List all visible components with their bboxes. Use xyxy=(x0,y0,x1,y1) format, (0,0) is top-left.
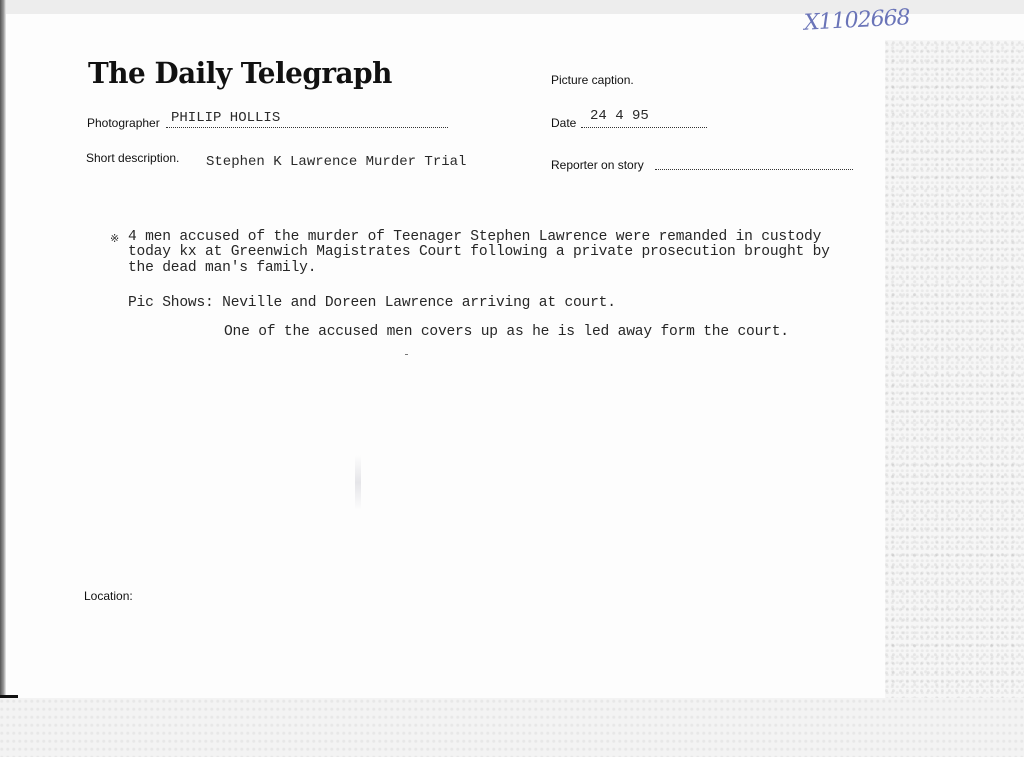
reporter-label: Reporter on story xyxy=(551,158,644,172)
pic-shows-line-2: One of the accused men covers up as he is led away form the court. xyxy=(224,324,789,340)
right-paper-texture xyxy=(885,40,1024,757)
photographer-dotted-line xyxy=(166,126,448,128)
reference-mark: ※ xyxy=(110,232,120,245)
date-value: 24 4 95 xyxy=(590,108,649,124)
short-description-value: Stephen K Lawrence Murder Trial xyxy=(206,154,467,170)
masthead-logo: The Daily Telegraph xyxy=(88,56,392,90)
handwritten-reference: X1102668 xyxy=(803,5,911,36)
short-description-label: Short description. xyxy=(86,151,180,165)
date-dotted-line xyxy=(581,126,707,128)
picture-caption-label: Picture caption. xyxy=(551,73,634,87)
reporter-dotted-line xyxy=(655,168,853,170)
photographer-label: Photographer xyxy=(87,116,160,130)
bottom-paper-texture xyxy=(0,698,1024,757)
date-label: Date xyxy=(551,116,577,130)
caption-line-2: today kx at Greenwich Magistrates Court following a private prosecution brought by xyxy=(128,244,830,260)
left-paper-edge xyxy=(0,0,6,757)
pic-shows-line: Pic Shows: Neville and Doreen Lawrence arriving at court. xyxy=(128,295,616,311)
caption-line-3: the dead man's family. xyxy=(128,260,317,276)
photographer-value: PHILIP HOLLIS xyxy=(171,110,281,126)
caption-line-1: 4 men accused of the murder of Teenager Stephen Lawrence were remanded in custody xyxy=(128,229,822,245)
location-label: Location: xyxy=(84,589,133,603)
faint-smudge xyxy=(355,455,361,510)
stray-ink-mark xyxy=(405,354,408,355)
